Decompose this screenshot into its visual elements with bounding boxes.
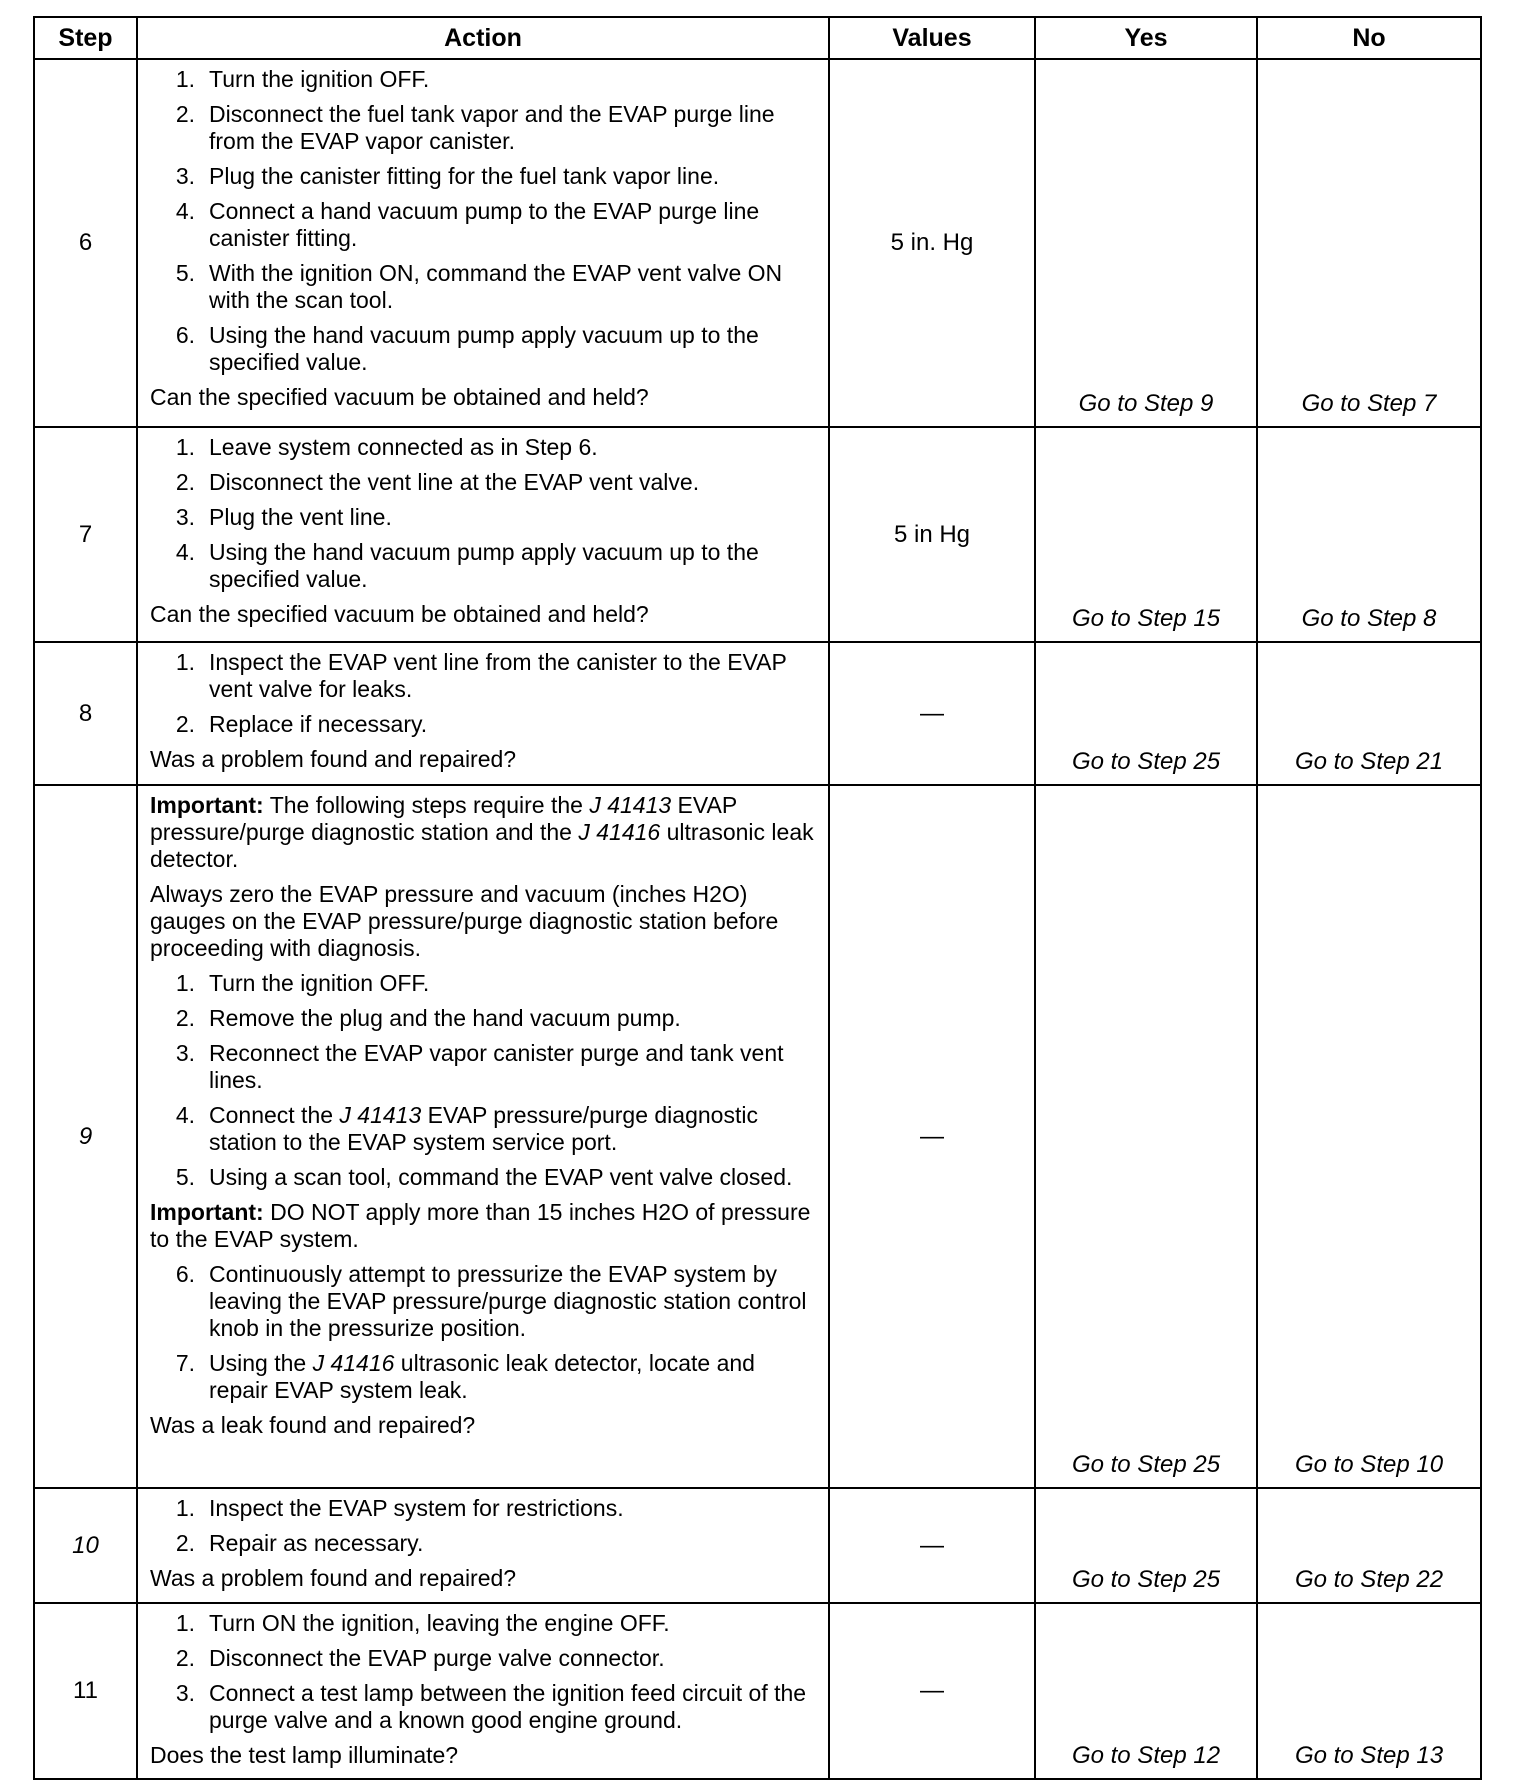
question-text: Was a problem found and repaired?: [150, 1565, 517, 1591]
item-number: 6.: [175, 322, 195, 348]
item-number: 3.: [175, 163, 195, 189]
list-item: [150, 1040, 820, 1094]
item-text: Disconnect the EVAP purge valve connector.: [209, 1645, 665, 1671]
item-text: Connect a test lamp between the ignition feed circuit of the purge valve and a known good engine ground.: [209, 1680, 807, 1733]
item-number: 5.: [175, 260, 195, 286]
list-item: [150, 504, 820, 531]
table-row-step-7: [34, 427, 1481, 642]
item-text: Using a scan tool, command the EVAP vent valve closed.: [209, 1164, 793, 1190]
action-cell: [137, 427, 829, 642]
item-text: Turn the ignition OFF.: [209, 970, 430, 996]
item-text: Repair as necessary.: [209, 1530, 424, 1556]
item-text: Plug the vent line.: [209, 504, 392, 530]
step-number: 7: [34, 427, 137, 642]
item-text: Continuously attempt to pressurize the EVAP system by leaving the EVAP pressure/purge diagnostic station control knob in the pressurize position.: [209, 1261, 807, 1341]
action-list: [150, 649, 820, 738]
step-number: 6: [34, 59, 137, 427]
item-number: 2.: [175, 1645, 195, 1671]
list-item: [150, 260, 820, 314]
header-values: Values: [829, 17, 1035, 59]
list-item: [150, 66, 820, 93]
header-yes: Yes: [1035, 17, 1257, 59]
diagnostic-table: [33, 16, 1482, 1780]
action-cell: [137, 642, 829, 785]
item-number: 3.: [175, 1040, 195, 1066]
step-number: 8: [34, 642, 137, 785]
header-step: Step: [34, 17, 137, 59]
action-cell: [137, 1603, 829, 1779]
list-item: [150, 101, 820, 155]
list-item: [150, 711, 820, 738]
list-item: [150, 1350, 820, 1404]
list-item: [150, 649, 820, 703]
step-number: 9: [34, 785, 137, 1488]
list-item: [150, 434, 820, 461]
item-number: 1.: [175, 649, 195, 675]
item-text: Plug the canister fitting for the fuel tank vapor line.: [209, 163, 720, 189]
list-item: [150, 539, 820, 593]
action-list: [150, 1261, 820, 1404]
item-number: 3.: [175, 504, 195, 530]
header-action: Action: [137, 17, 829, 59]
item-text-part: EVAP pressure/purge diagnostic station to the EVAP system service port.: [209, 1102, 758, 1155]
list-item: [150, 1495, 820, 1522]
value-cell: —: [829, 785, 1035, 1488]
item-number: 4.: [175, 1102, 195, 1128]
question-text: Was a leak found and repaired?: [150, 1412, 476, 1438]
item-number: 2.: [175, 711, 195, 737]
list-item: [150, 1680, 820, 1734]
yes-cell: Go to Step 12: [1035, 1603, 1257, 1779]
value-cell: 5 in. Hg: [829, 59, 1035, 427]
table-row-step-8: [34, 642, 1481, 785]
important-note: [150, 792, 820, 873]
item-text-part: ultrasonic leak detector, locate and repair EVAP system leak.: [209, 1350, 755, 1403]
note-text: DO NOT apply more than 15 inches H2O of pressure to the EVAP system.: [150, 1199, 811, 1252]
zero-gauges-note: Always zero the EVAP pressure and vacuum (inches H2O) gauges on the EVAP pressure/purge diagnostic station before proceeding with diagnosis.: [150, 881, 779, 961]
list-item: [150, 1164, 820, 1191]
item-text: Turn ON the ignition, leaving the engine OFF.: [209, 1610, 670, 1636]
item-text-part: Connect the: [209, 1102, 340, 1128]
header-row: [34, 17, 1481, 59]
action-list: [150, 434, 820, 593]
item-number: 7.: [175, 1350, 195, 1376]
important-label: Important:: [150, 1199, 264, 1225]
note-text: EVAP pressure/purge diagnostic station and the: [150, 792, 737, 845]
value-cell: —: [829, 1488, 1035, 1603]
tool-number: J 41413: [589, 792, 672, 818]
list-item: [150, 469, 820, 496]
note-text: The following steps require the: [263, 792, 590, 818]
question-text: Does the test lamp illuminate?: [150, 1742, 459, 1768]
tool-number: J 41416: [312, 1350, 395, 1376]
item-text: With the ignition ON, command the EVAP vent valve ON with the scan tool.: [209, 260, 783, 313]
list-item: [150, 1261, 820, 1342]
item-number: 1.: [175, 434, 195, 460]
item-number: 2.: [175, 1005, 195, 1031]
item-number: 5.: [175, 1164, 195, 1190]
item-text: Reconnect the EVAP vapor canister purge and tank vent lines.: [209, 1040, 784, 1093]
list-item: [150, 198, 820, 252]
action-list: [150, 1495, 820, 1557]
step-number: 11: [34, 1603, 137, 1779]
question-text: Can the specified vacuum be obtained and held?: [150, 384, 649, 410]
action-list: [150, 66, 820, 376]
item-text: Connect a hand vacuum pump to the EVAP purge line canister fitting.: [209, 198, 760, 251]
value-cell: —: [829, 1603, 1035, 1779]
action-list: [150, 1610, 820, 1734]
item-number: 4.: [175, 198, 195, 224]
item-number: 1.: [175, 1610, 195, 1636]
header-no: No: [1257, 17, 1481, 59]
list-item: [150, 163, 820, 190]
item-text: Disconnect the fuel tank vapor and the EVAP purge line from the EVAP vapor canister.: [209, 101, 775, 154]
list-item: [150, 1645, 820, 1672]
important-note: [150, 1199, 820, 1253]
table-row-step-10: [34, 1488, 1481, 1603]
item-number: 1.: [175, 1495, 195, 1521]
list-item: [150, 1005, 820, 1032]
list-item: [150, 322, 820, 376]
item-number: 6.: [175, 1261, 195, 1287]
item-text: Using the hand vacuum pump apply vacuum up to the specified value.: [209, 539, 759, 592]
item-text: Inspect the EVAP system for restrictions.: [209, 1495, 624, 1521]
item-number: 1.: [175, 970, 195, 996]
item-text: Turn the ignition OFF.: [209, 66, 430, 92]
list-item: [150, 970, 820, 997]
important-label: Important:: [150, 792, 264, 818]
yes-cell: Go to Step 15: [1035, 427, 1257, 642]
action-cell: [137, 59, 829, 427]
note-text: ultrasonic leak detector.: [150, 819, 814, 872]
question-text: Can the specified vacuum be obtained and held?: [150, 601, 649, 627]
table-row-step-11: [34, 1603, 1481, 1779]
no-cell: Go to Step 21: [1257, 642, 1481, 785]
item-text: [209, 1102, 820, 1156]
value-cell: —: [829, 642, 1035, 785]
item-number: 2.: [175, 469, 195, 495]
no-cell: Go to Step 8: [1257, 427, 1481, 642]
tool-number: J 41416: [578, 819, 661, 845]
item-text: [209, 1350, 820, 1404]
no-cell: Go to Step 7: [1257, 59, 1481, 427]
no-cell: Go to Step 13: [1257, 1603, 1481, 1779]
item-text: Replace if necessary.: [209, 711, 428, 737]
action-cell: [137, 785, 829, 1488]
item-number: 2.: [175, 1530, 195, 1556]
question-text: Was a problem found and repaired?: [150, 746, 517, 772]
item-text: Remove the plug and the hand vacuum pump.: [209, 1005, 681, 1031]
yes-cell: Go to Step 9: [1035, 59, 1257, 427]
tool-number: J 41413: [339, 1102, 422, 1128]
table-row-step-9: [34, 785, 1481, 1488]
yes-cell: Go to Step 25: [1035, 1488, 1257, 1603]
item-text-part: Using the: [209, 1350, 313, 1376]
no-cell: Go to Step 22: [1257, 1488, 1481, 1603]
item-number: 4.: [175, 539, 195, 565]
no-cell: Go to Step 10: [1257, 785, 1481, 1488]
step-number: 10: [34, 1488, 137, 1603]
item-number: 1.: [175, 66, 195, 92]
item-number: 2.: [175, 101, 195, 127]
item-text: Using the hand vacuum pump apply vacuum up to the specified value.: [209, 322, 759, 375]
action-cell: [137, 1488, 829, 1603]
action-list: [150, 970, 820, 1191]
item-text: Leave system connected as in Step 6.: [209, 434, 598, 460]
yes-cell: Go to Step 25: [1035, 642, 1257, 785]
list-item: [150, 1102, 820, 1156]
yes-cell: Go to Step 25: [1035, 785, 1257, 1488]
list-item: [150, 1530, 820, 1557]
value-cell: 5 in Hg: [829, 427, 1035, 642]
list-item: [150, 1610, 820, 1637]
item-text: Inspect the EVAP vent line from the canister to the EVAP vent valve for leaks.: [209, 649, 787, 702]
item-text: Disconnect the vent line at the EVAP vent valve.: [209, 469, 700, 495]
item-number: 3.: [175, 1680, 195, 1706]
table-row-step-6: [34, 59, 1481, 427]
